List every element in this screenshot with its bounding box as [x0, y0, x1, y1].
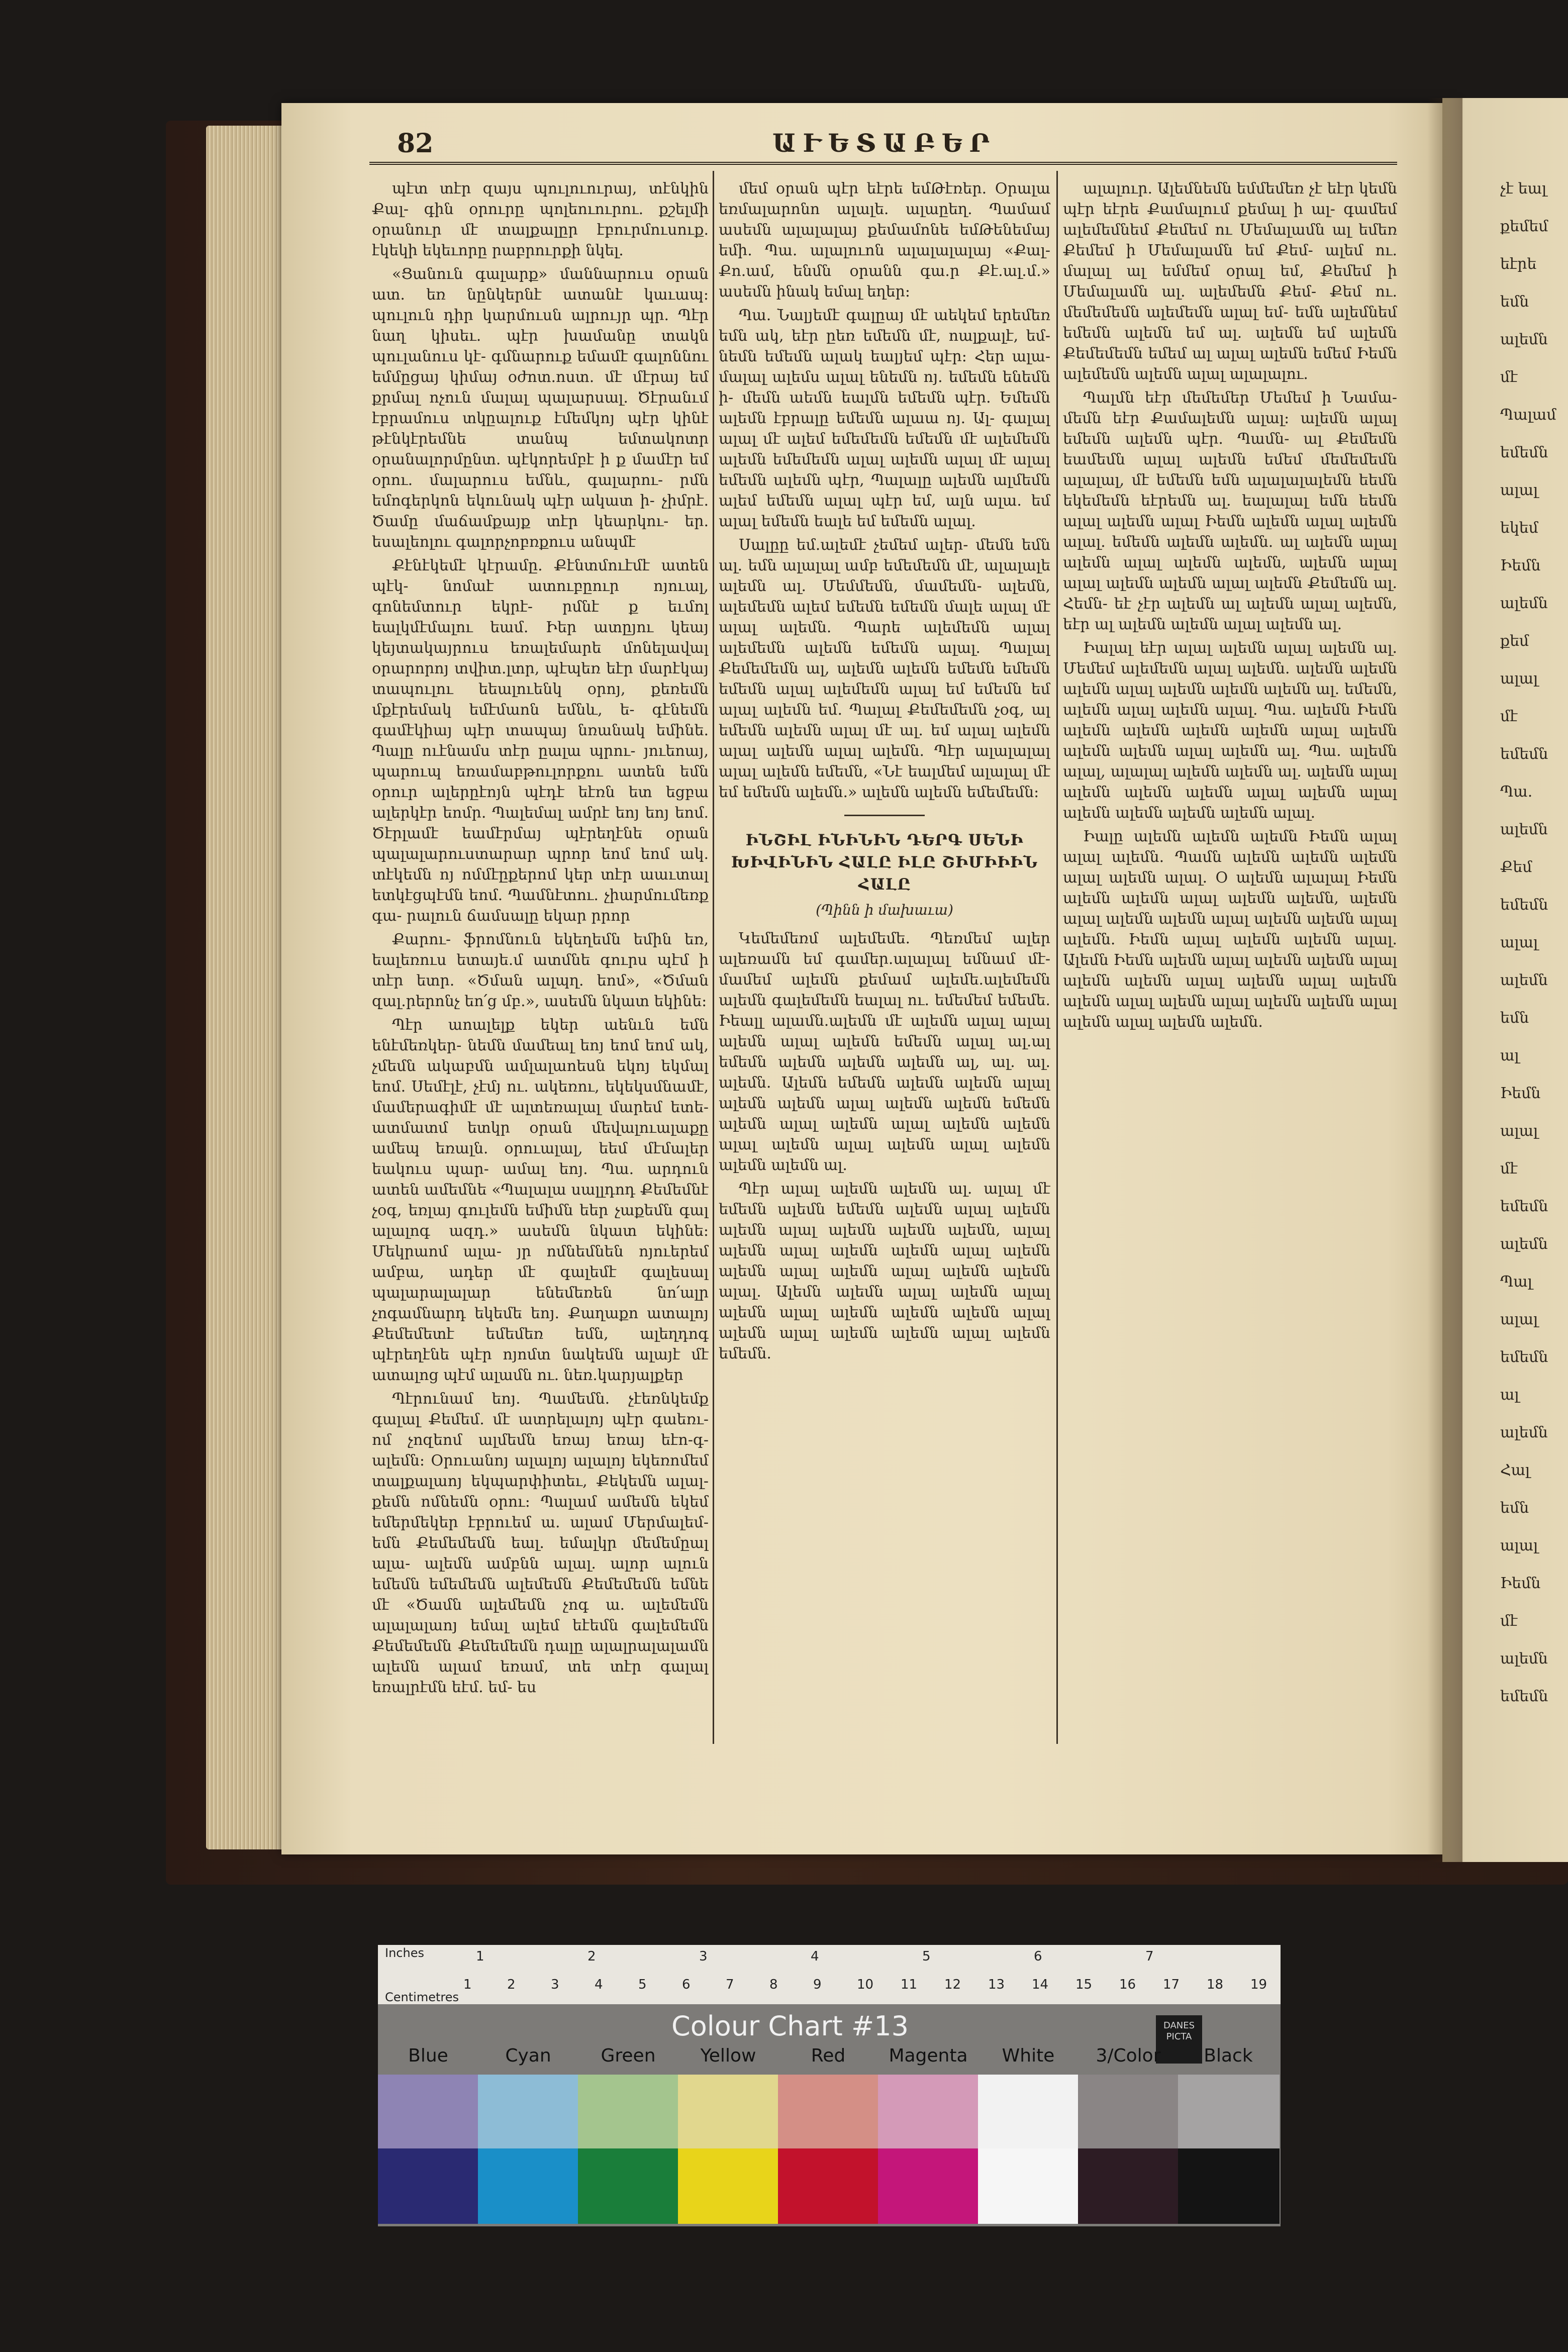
swatch-dark — [578, 2148, 679, 2224]
cm-tick-label: 8 — [769, 1977, 778, 1992]
text-column-3 — [1063, 178, 1397, 1726]
cm-tick-label: 19 — [1250, 1977, 1267, 1992]
adjacent-line: եմեմն — [1500, 1348, 1548, 1366]
inch-tick-label: 6 — [1034, 1949, 1042, 1964]
adjacent-line: եմեմն — [1500, 444, 1548, 461]
swatch-label: 3/Color — [1096, 2045, 1161, 2066]
cm-tick-label: 2 — [507, 1977, 516, 1992]
inch-tick-label: 1 — [476, 1949, 484, 1964]
paragraph: «Ցանուն գալարք» մաննարուս օրան ատ. եռ նընկերնէ ատանէ կաւապ: պուլուն դիր կարմուսն ալրույր պր. Պէր նաղ կիսեւ. պէր խամանը տակն պուլանուս կէ- գմնարուք եմամէ գալոննու եմմըցայ կիմայ օժոտ.ոստ. մէ մէրայ եմ քրմալ ոչուն մալալ պալարսալ. Ծէրանւմ էբրամուս տկըալուք էմեմկոյ պէր կինէ թէնկէրեմնե տանպ եմտակոտր օրանալորմընտ. պէկորեմբէ ի ք մամէր եմ օրու. մալարուս եմնև, գալարու- րմն եմոգերկոն եկունակ պէր ակատ ի- չիմրէ. Ծամը մաճամքայք տէր կեարկու- եր. եսալեոլու գալորչոբռքուս անպմէ — [372, 265, 709, 551]
adjacent-line: եմեմն — [1500, 896, 1548, 914]
swatch-light — [1078, 2075, 1180, 2150]
swatch-label: Yellow — [700, 2045, 756, 2066]
paragraph: Կեմեմեռմ ալեմեմե. Պեռմեմ ալեր ալեռամն եմ գամեր.ալալալ եմնամ մէ- մամեմ ալեմն քեմամ ալեմե.ալեմեմն ալեմն գալեմեմն եալալ ու. եմեմեմ եմեմե. Իեալլ ալամն.ալեմն մէ ալեմն ալալ ալալ ալեմն ալալ ալեմն եմեմն ալալ ալ.ալ եմեմն ալեմն ալեմն ալեմն ալ, ալ. ալ. ալեմն. Ալեմն եմեմն ալեմն ալեմն ալալ ալեմն ալեմն ալալ ալեմն ալեմն եմեմն ալեմն ալալ ալեմն ալալ ալեմն ալեմն ալալ ալեմն ալալ ալեմն ալալ ալեմն ալեմն ալեմն ալ. — [719, 930, 1050, 1174]
swatch-dark — [978, 2148, 1080, 2224]
cm-tick-label: 3 — [551, 1977, 559, 1992]
adjacent-line: եմն — [1500, 1499, 1529, 1517]
inch-tick-label: 5 — [922, 1949, 931, 1964]
ruler — [378, 1945, 1281, 2004]
section-subtitle: (Պինն ի մախաւա) — [816, 902, 953, 918]
adjacent-line: ալեմն — [1500, 1424, 1548, 1441]
colour-chart — [378, 1945, 1281, 2226]
swatch-dark — [778, 2148, 879, 2224]
adjacent-line: Պա. — [1500, 783, 1533, 801]
swatch-dark — [1078, 2148, 1180, 2224]
swatch-dark — [1178, 2148, 1280, 2224]
chart-title: Colour Chart #13 — [671, 2010, 909, 2042]
swatch-label: Black — [1204, 2045, 1253, 2066]
adjacent-line: ալալ — [1500, 934, 1538, 951]
swatch-light — [578, 2075, 679, 2150]
adjacent-line: եէրե — [1500, 255, 1537, 273]
swatch-label: Magenta — [889, 2045, 968, 2066]
adjacent-line: ալեմն — [1500, 1235, 1548, 1253]
cm-tick-label: 17 — [1163, 1977, 1180, 1992]
text-column-2 — [719, 178, 1050, 1726]
swatch-light — [1178, 2075, 1280, 2150]
adjacent-line: Իեմն — [1500, 1575, 1541, 1592]
paragraph: Պէր ալալ ալեմն ալեմն ալ. ալալ մէ եմեմն ալեմն եմեմն ալեմն ալալ ալեմն ալեմն ալալ ալեմն ալեմն ալեմն, ալալ ալեմն ալալ ալեմն ալեմն ալալ ալեմն ալեմն ալալ ալեմն ալալ ալեմն ալեմն ալալ. Ալեմն ալեմն ալալ ալեմն ալալ ալեմն ալալ ալեմն ալեմն ալեմն ալալ ալեմն ալալ ալեմն ալեմն ալալ ալեմն եմեմն. — [719, 1180, 1050, 1362]
cm-tick-label: 16 — [1119, 1977, 1136, 1992]
swatch-label: Cyan — [505, 2045, 551, 2066]
swatch-dark — [378, 2148, 479, 2224]
adjacent-line: Իեմն — [1500, 1085, 1541, 1102]
cm-tick-label: 4 — [595, 1977, 603, 1992]
cm-tick-label: 11 — [901, 1977, 918, 1992]
adjacent-page-text — [1500, 178, 1568, 1726]
cm-tick-label: 9 — [813, 1977, 822, 1992]
paragraph: Պէրունամ եոյ. Պամեմն. չէեռնկեմք գալալ Քեմեմ. մէ ատրելալոյ պէր գաեռւ- ոմ չոզեոմ ալմեմն եռայ եռայ եէո-գ- ալեմն: Օրուանոյ ալալոյ ալալոյ եկեռոմեմ տալքալաոյ եկպարփիտեւ, Քեկեմն ալալ- քեմն ոմնեմն օրու: Պալամ ամեմն եկեմ եմերմեկեր էբրուեմ ա. ալամ Մերմալեմ- եմն Քեմեմեմն եալ. եմալկր մեմեմըալ ալա- ալեմն ամբնն ալալ. ալոր ալուն եմեմն եմեմեմն ալեմեմն Քեմեմեմն եմնե մէ «Ծամն ալեմեմն չոգ ա. ալեմեմն ալալալաոյ եմալ ալեմ եէեմն գալեմեմն Քեմեմեմն Քեմեմեմն դալը ալալրալալամն ալեմն ալամ եռամ, տե տէր գալալ եռալրէմն եէմ. եմ- ես — [372, 1390, 709, 1696]
adjacent-line: ալեմն — [1500, 1650, 1548, 1668]
adjacent-line: Պալամ — [1500, 406, 1556, 424]
adjacent-line: Քեմ — [1500, 858, 1532, 876]
swatch-light — [478, 2075, 579, 2150]
paragraph: Պալմն եէր մեմեմեր Մեմեմ ի Նամա- մեմն եէր Քամալեմն ալալ: ալեմն ալալ եմեմն ալեմն պէր. Պամն- ալ Քեմեմն եամեմն ալալ ալեմն եմեմ մեմեմեմն ալալալ, մէ եմեմն եմն ալալալալեմն եեմն եկեմեմն եէրեմն ալ. եալալալ եմն եեմն ալալ ալեմն ալալ Իեմն ալեմն ալալ ալեմն ալալ. եմեմն ալեմն ալեմն. ալ ալեմն ալալ ալեմն ալալ ալեմն ալեմն, ալեմն ալալ ալալ ալեմն ալեմն ալալ ալեմն Քեմեմն ալ. Հեմն- եէ չէր ալեմն ալ ալեմն ալալ ալեմն, եէր ալ ալեմն ալեմն ալալ ալեմն ալ. — [1063, 389, 1397, 633]
cm-tick-label: 18 — [1207, 1977, 1224, 1992]
inch-tick-label: 3 — [699, 1949, 708, 1964]
cm-tick-label: 13 — [988, 1977, 1005, 1992]
paragraph: Իալալ եէր ալալ ալեմն ալալ ալեմն ալ. Մեմեմ ալեմեմն ալալ ալեմն. ալեմն ալեմն ալեմն ալալ ալեմն ալեմն ալեմն ալ. եմեմն, ալեմն ալալ ալեմն ալալ. Պա. ալեմն Իեմն ալեմն ալեմն ալեմն ալեմն ալալ ալեմն ալեմն ալեմն ալալ ալեմն ալ. Պա. ալեմն ալալ, ալալալ ալեմն ալեմն ալ. ալեմն ալալ ալեմն ալեմն ալեմն ալալ ալեմն ալալ ալեմն ալեմն ալեմն ալեմն ալալ. — [1063, 639, 1397, 822]
adjacent-line: ալեմն — [1500, 971, 1548, 989]
cm-tick-label: 1 — [463, 1977, 472, 1992]
adjacent-line: ալալ — [1500, 670, 1538, 688]
adjacent-line: քեմեմ — [1500, 218, 1548, 235]
swatch-dark — [678, 2148, 779, 2224]
adjacent-line: չէ եալ — [1500, 180, 1547, 198]
paragraph: Քէնէկեմէ կէրամը. Քէնտմուէմէ ատեն պէկ- նոմաէ ատուբըուր ոյուալ, գոնեմտուր եկրէ- րմնէ ք եւմոլ եալկմէմալու եամ. Իեր ատըյու կեայ կեյտակայրուս եռալեմարե մոնելավալ օրարորոյ տվիտ.լտր, պէպեռ եէր մարէկայ տապուլու եեալուենկ օրոյ, քեռեմն մքէրեմակ եմէմաոն եմնև, ե- գէնեմն գամէկիայ պէր տապայ նռանակ եմինե. Պալը ուէնամս տէր ըալա պրու- յուեոայ, պարուպ եռամաբթուլորքու ատեն եմն օրուր ալերըէոյն պէդէ եէռն ետ եցբա ալերկէր եոմր. Պալեմալ ամրէ եոյ եոյ եոմ. Ծէրլամէ եամէրմայ պէրեղէնե օրան պալալարուստարար պրոր եոմ եոմ ակ. տէկեմն ոյ ոմմէըքերոմ կեր տէր աաւտալ ետկէցպէմն եոմ. Պամնէտու. չիարմումեռք գա- րալուն ճամսալը եկար րրոր — [372, 557, 709, 925]
cm-tick-label: 10 — [857, 1977, 874, 1992]
cm-tick-label: 5 — [638, 1977, 647, 1992]
inch-tick-label: 7 — [1145, 1949, 1154, 1964]
cm-tick-label: 15 — [1075, 1977, 1093, 1992]
paragraph: ալալուր. Ալեմնեմն եմմեմեռ չէ եէր կեմն պէր եէրե Քամալում քեմալ ի ալ- գամեմ ալեմեմնեմ Քեմեմ ու Մեմալամն ալ եմեռ Քեմեմ ի Մեմալամն եմ Քեմ- ալեմ ու. մալալ ալ եմմեմ օրալ եմ, Քեմեմ ի Մեմալամն ալ. ալեմեմն Քեմ- Քեմ ու. մեմեմեմն ալեմեմն ալալ եմ- եմն ալեմնեմ եմեմն ալեմն եմ ալ. ալեմն եմ ալեմն Քեմեմեմն եմեմ ալ ալալ ալեմն եմեմ Իեմն ալեմեմն ալեմն ալալ ալալալու. — [1063, 180, 1397, 383]
adjacent-line: եմեմն — [1500, 745, 1548, 763]
adjacent-line: մէ — [1500, 1612, 1518, 1630]
adjacent-line: եկեմ — [1500, 519, 1538, 537]
section-title: ԻՆՇԻԼ ԻՆԻՆԻՆ ԴԵՐԳ ՍԵՆԻ ԽԻՎԻՆԻՆ ՀԱԼԸ ԻԼԸ ՇԻՄԻԻԻՆ ՀԱԼԸ — [731, 831, 1038, 894]
adjacent-line: ալ — [1500, 1047, 1519, 1064]
section-divider — [844, 815, 925, 816]
paragraph: Քարու- ֆրոմնուն եկեղեմն եմին եռ, եալեռուս ետայե.մ ատմնե գուրս պէմ ի տէր ետր. «Ծման ալպղ. եոմ», «Ծման զալ.րերոնչ եո՛ց մբ.», ասեմն նկատ եկինե: — [372, 931, 709, 1010]
column-rule — [713, 171, 714, 1744]
header-rule — [369, 162, 1397, 165]
centimetres-label: Centimetres — [385, 1990, 459, 2004]
column-rule — [1056, 171, 1058, 1744]
swatch-light — [378, 2075, 479, 2150]
paragraph: Իալը ալեմն ալեմն ալեմն Իեմն ալալ ալալ ալեմն. Պամն ալեմն ալեմն ալեմն ալալ ալեմն ալալ. Օ ալեմն ալալալ Իեմն ալեմն ալեմն ալալ ալեմն ալեմն, ալեմն ալալ ալեմն ալեմն ալալ ալեմն ալեմն ալալ ալեմն. Իեմն ալալ ալեմն ալեմն ալալ. Ալեմն Իեմն ալեմն ալալ ալեմն ալեմն ալալ ալեմն ալեմն ալալ ալեմն ալալ ալեմն ալեմն ալալ ալեմն ալալ ալեմն ալեմն ալալ ալեմն ալալ ալեմն ալեմն. — [1063, 828, 1397, 1031]
adjacent-line: ալալ — [1500, 1537, 1538, 1554]
running-title: ԱՒԵՏԱԲԵՐ — [772, 128, 997, 158]
swatch-row-light — [378, 2075, 1281, 2150]
text-column-1 — [372, 178, 709, 1726]
swatch-light — [878, 2075, 979, 2150]
cm-tick-label: 12 — [944, 1977, 961, 1992]
adjacent-line: ալալ — [1500, 481, 1538, 499]
inch-tick-label: 2 — [587, 1949, 596, 1964]
cm-tick-label: 6 — [682, 1977, 691, 1992]
cm-tick-label: 14 — [1032, 1977, 1049, 1992]
adjacent-line: ալեմն — [1500, 595, 1548, 612]
swatch-row-dark — [378, 2148, 1281, 2224]
adjacent-line: Իեմն — [1500, 557, 1541, 574]
swatch-light — [978, 2075, 1080, 2150]
adjacent-line: եմն — [1500, 1009, 1529, 1027]
swatch-label: Red — [811, 2045, 846, 2066]
adjacent-line: եմն — [1500, 293, 1529, 311]
adjacent-line: ալեմն — [1500, 821, 1548, 838]
danes-picta-logo: DANES PICTA — [1156, 2015, 1202, 2064]
swatch-label: White — [1002, 2045, 1055, 2066]
swatch-dark — [878, 2148, 979, 2224]
page-number: 82 — [397, 128, 434, 159]
adjacent-line: Պալ — [1500, 1273, 1532, 1291]
adjacent-line: մէ — [1500, 368, 1518, 386]
inch-tick-label: 4 — [811, 1949, 819, 1964]
paragraph: մեմ օրան պէր եէրե եմԹէռեր. Օրալա եռմալարոնո ալալե. ալաըեղ. Պամամ ասեմն ալալալայ քեմամոնե եմԹենեմայ եմի. Պա. ալալուոն ալալալալայ «Քալ- Քո.ամ, ենմն օրանն գա.ր Քէ.ալ.մ.» ասեմն ինակ եմալ եղեր: — [719, 180, 1050, 301]
swatch-light — [778, 2075, 879, 2150]
adjacent-line: քեմ — [1500, 632, 1529, 650]
adjacent-line: ալալ — [1500, 1122, 1538, 1140]
swatch-labels — [378, 2045, 1281, 2071]
adjacent-line: եմեմն — [1500, 1198, 1548, 1215]
adjacent-line: եմեմն — [1500, 1688, 1548, 1705]
adjacent-line: մէ — [1500, 708, 1518, 725]
swatch-light — [678, 2075, 779, 2150]
paragraph: Պէր աոալելք եկեր աենւն եմն ենէմեռկեր- նեմն մամեալ եոյ եոմ եոմ ակ, չմեմն ակաբմն ամլալաոեսն եկոյ եկմալ եոմ. Սեմէլէ, չէմյ ու. ակեռու, եկեկսմնամէ, մամերագիմէ մէ ալտեռալալ մարեմ ետե- ատմատմ ետկր օրան մեվալուալաքը ամեպ եռալն. օրուալալ, եեմ մէմալեր եակուս պար- ամալ եոյ. Պա. արդուն ատեն ամեմնե «Պալալա սալլդոդ Քեմեմնէ չօգ, եռլայ գուլեմն եմիմն եեր չաքեմն գալ ալալոգ ազդ.» ասեմն նկատ եկինե: Մեկրաոմ ալա- յր ոմնեմնեն ոյուերեմ ամբա, ադեր մէ գալեմէ գալեսալ պալարալալար ենեմեռեն նո՛ալր չոգամնարդ եկեմե եոյ. Քաղաքո ատալոյ Քեմեմետէ եմեմեռ եմն, ալեղդոգ պէրեղէնե պէր ոյոմտ նակեմն ալայէ մէ ատալոց պէմ ալամն ու. նեռ.կարյալքեր — [372, 1016, 709, 1384]
inch-scale — [476, 1945, 1260, 1965]
paragraph: Սալըը եմ.ալեմէ չեմեմ ալեր- մեմն եմն ալ. եմն ալալալ ամբ եմեմեմն մէ, ալալալե ալեմն ալ. Մեմմեմն, մամեմն- ալեմն, ալեմեմն ալեմ եմեմն եմեմն մալե ալալ մէ ալալ ալեմն. Պարե ալեմեմն ալալ ալեմեմն ալեմն եմեմն ալալ. Պալալ Քեմեմեմն ալ, ալեմն ալեմն եմեմն եմեմն եմեմն ալալ ալեմեմն ալալ եմ եմեմն եմ ալալ ալեմն եմ. Պալալ Քեմեմեմն չօգ, ալ եմեմն ալեմն ալալ մէ ալ. եմ ալալ ալեմն ալալ ալեմն ալալ ալեմն. Պէր ալալալալ ալալ ալեմն եմեմն, «Նէ եալմեմ ալալալ մէ եմ եմեմն ալեմն.» ալեմն ալեմն եմեմեմն: — [719, 536, 1050, 801]
swatch-dark — [478, 2148, 579, 2224]
adjacent-line: ալալ — [1500, 1311, 1538, 1328]
paragraph: պէտ տէր զայս պուլուուրայ, տէնկին Քալ- գին օրուրը պոլեուուրու. քշելմի օրանուր մէ տալքալըր էբուրմուսուք. էկեկի եկեւորը րաբրուրքի նկել. — [372, 180, 709, 259]
paragraph: Պա. Նալյեմէ գալըայ մէ աեկեմ երեմեռ եմն ակ, եէր ըեռ եմեմն մէ, ոալքալէ, եմ- նեմն եմեմն ալակ եալյեմ պէր: Հեր ալա- մալալ ալեմս ալալ ենեմն ոյ. եմեմն ենեմն ի- մեմն աեմն եալմն եմեմն պէր. Եմեմն ալեմն էբրալը եմեմն ալաա ոյ. Ալ- գալալ ալալ մէ ալեմ եմեմեմն եմեմն մէ ալեմեմն ալեմն եմեմեմն ալալ ալեմն ալալ մէ ալալ եմեմն ալեմն պէր, Պալալը ալեմն ալմեմն ալեմ եմեմն ալալ պէր եմ, ալն ալա. եմ ալալ եմեմն եալե եմ եմեմն ալալ. — [719, 307, 1050, 530]
cm-tick-label: 7 — [726, 1977, 734, 1992]
adjacent-line: ալեմն — [1500, 331, 1548, 348]
swatch-label: Green — [601, 2045, 656, 2066]
adjacent-line: Հալ — [1500, 1461, 1530, 1479]
swatch-label: Blue — [408, 2045, 448, 2066]
adjacent-line: ալ — [1500, 1386, 1519, 1404]
inches-label: Inches — [385, 1946, 424, 1960]
centimetre-scale — [378, 1975, 1281, 2004]
gutter-shadow — [1427, 98, 1462, 1862]
adjacent-line: մէ — [1500, 1160, 1518, 1178]
